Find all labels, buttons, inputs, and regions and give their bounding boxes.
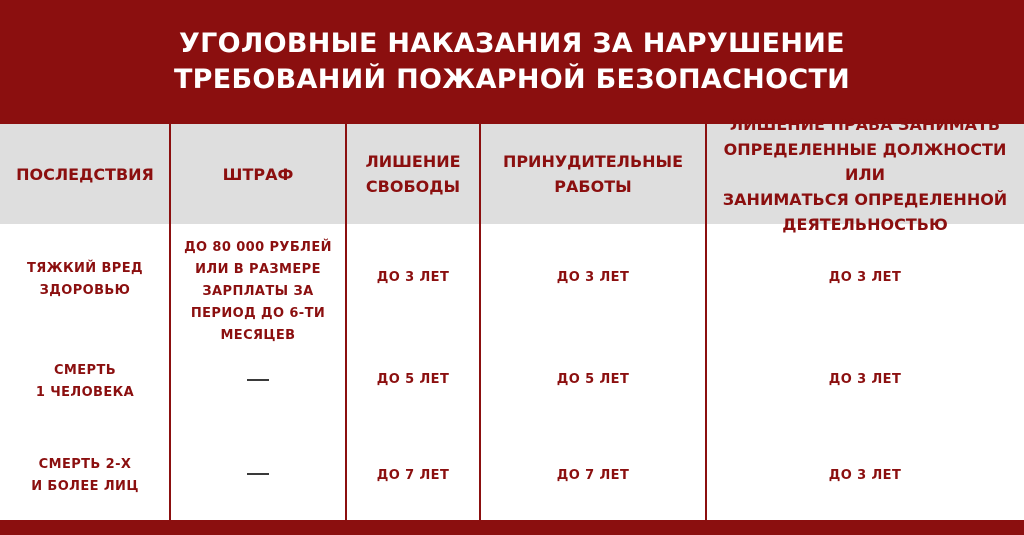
table-row-3-deprivation: ДО 3 ЛЕТ [828, 468, 902, 483]
header-consequences-text: ПОСЛЕДСТВИЯ [16, 164, 154, 184]
header-deprivation-line: ЗАНИМАТЬСЯ ОПРЕДЕЛЕННОЙ [722, 189, 1008, 209]
title-banner [0, 0, 1024, 124]
table-row-1-deprivation: ДО 3 ЛЕТ [828, 270, 902, 285]
header-forced-labor-line: ПРИНУДИТЕЛЬНЫЕ [502, 152, 684, 171]
table-row-1-forced-labor: ДО 3 ЛЕТ [556, 270, 630, 285]
cell-line: ЗАРПЛАТЫ ЗА [202, 284, 314, 299]
header-deprivation [706, 114, 1024, 234]
cell-line: ИЛИ В РАЗМЕРЕ [195, 262, 321, 277]
header-deprivation-line: ОПРЕДЕЛЕННЫЕ ДОЛЖНОСТИ ИЛИ [723, 139, 1007, 184]
header-deprivation-line: ЛИШЕНИЕ ПРАВА ЗАНИМАТЬ [729, 114, 1001, 134]
cell-line: ПЕРИОД ДО 6-ТИ [190, 306, 326, 321]
table-row-2-deprivation: ДО 3 ЛЕТ [828, 372, 902, 387]
header-fine-text: ШТРАФ [222, 164, 294, 184]
cell-line: МЕСЯЦЕВ [220, 328, 296, 343]
table-row-2-imprisonment: ДО 5 ЛЕТ [376, 372, 450, 387]
cell-line: СМЕРТЬ [53, 363, 117, 378]
header-fine [170, 124, 346, 224]
header-forced-labor-line: РАБОТЫ [554, 177, 632, 196]
table-row-2-consequence [0, 352, 170, 412]
table-row-3-imprisonment: ДО 7 ЛЕТ [376, 468, 450, 483]
table-row-3-forced-labor: ДО 7 ЛЕТ [556, 468, 630, 483]
cell-line: 1 ЧЕЛОВЕКА [35, 385, 135, 400]
title-line-2: ТРЕБОВАНИЙ ПОЖАРНОЙ БЕЗОПАСНОСТИ [173, 64, 851, 95]
header-consequences [0, 124, 170, 224]
empty-dash [247, 379, 269, 381]
footer-bar [0, 520, 1024, 535]
table-row-1-fine [170, 236, 346, 348]
table-row-3-consequence [0, 446, 170, 506]
cell-line: ЗДОРОВЬЮ [39, 283, 131, 298]
title-line-1: УГОЛОВНЫЕ НАКАЗАНИЯ ЗА НАРУШЕНИЕ [179, 28, 845, 59]
cell-line: И БОЛЕЕ ЛИЦ [31, 479, 139, 494]
table-row-3-fine [170, 456, 346, 492]
cell-line: ТЯЖКИЙ ВРЕД [27, 261, 143, 276]
empty-dash [247, 473, 269, 475]
table-row-1-imprisonment: ДО 3 ЛЕТ [376, 270, 450, 285]
table-row-2-forced-labor: ДО 5 ЛЕТ [556, 372, 630, 387]
header-deprivation-line: ДЕЯТЕЛЬНОСТЬЮ [782, 214, 948, 234]
header-imprisonment-line: ЛИШЕНИЕ [365, 152, 461, 171]
cell-line: ДО 80 000 РУБЛЕЙ [184, 240, 332, 255]
header-forced-labor [480, 124, 706, 224]
header-imprisonment-line: СВОБОДЫ [365, 177, 461, 196]
table-row-1-consequence [0, 240, 170, 320]
cell-line: СМЕРТЬ 2-Х [38, 457, 132, 472]
table-row-2-fine [170, 362, 346, 398]
header-imprisonment [346, 124, 480, 224]
